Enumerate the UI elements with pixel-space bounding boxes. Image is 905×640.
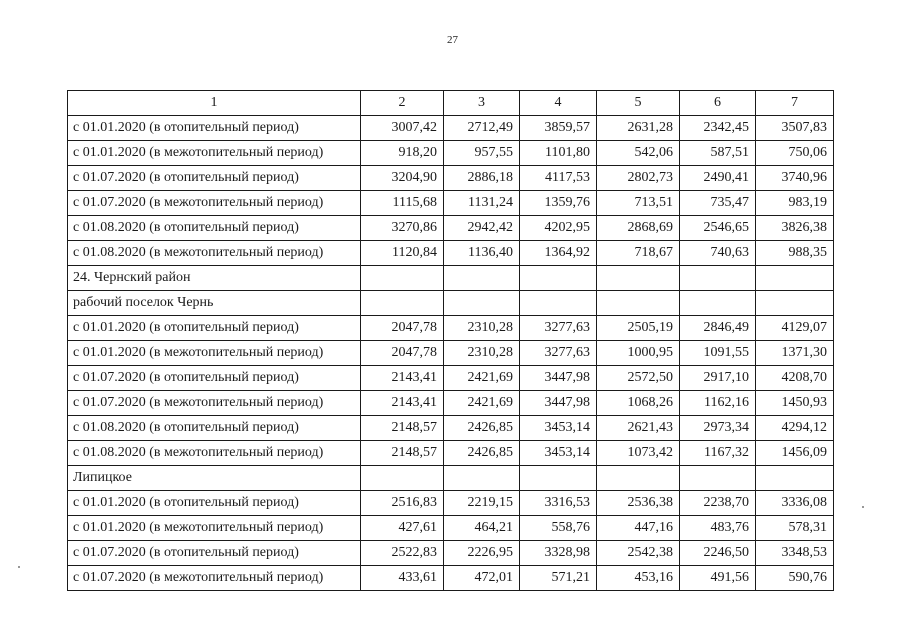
row-label: с 01.01.2020 (в отопительный период) — [68, 116, 361, 141]
value-cell: 2148,57 — [361, 416, 444, 441]
value-cell: 433,61 — [361, 566, 444, 591]
column-header: 1 — [68, 91, 361, 116]
value-cell — [756, 266, 834, 291]
value-cell: 3859,57 — [520, 116, 597, 141]
value-cell: 3740,96 — [756, 166, 834, 191]
value-cell — [597, 291, 680, 316]
value-cell: 1456,09 — [756, 441, 834, 466]
value-cell: 1000,95 — [597, 341, 680, 366]
table-row — [68, 516, 834, 541]
value-cell: 2536,38 — [597, 491, 680, 516]
value-cell: 542,06 — [597, 141, 680, 166]
column-header: 5 — [597, 91, 680, 116]
value-cell: 2426,85 — [444, 416, 520, 441]
value-cell: 2226,95 — [444, 541, 520, 566]
value-cell — [444, 466, 520, 491]
table-row — [68, 341, 834, 366]
value-cell: 464,21 — [444, 516, 520, 541]
value-cell: 2973,34 — [680, 416, 756, 441]
table-header-row — [68, 91, 834, 116]
value-cell: 453,16 — [597, 566, 680, 591]
value-cell: 2421,69 — [444, 391, 520, 416]
value-cell: 3204,90 — [361, 166, 444, 191]
column-header: 3 — [444, 91, 520, 116]
value-cell — [756, 291, 834, 316]
table-row — [68, 416, 834, 441]
value-cell: 1162,16 — [680, 391, 756, 416]
table-body — [68, 91, 834, 591]
row-label: с 01.07.2020 (в межотопительный период) — [68, 391, 361, 416]
value-cell: 3826,38 — [756, 216, 834, 241]
tariff-table — [67, 90, 834, 591]
section-label: рабочий поселок Чернь — [68, 291, 361, 316]
value-cell — [680, 291, 756, 316]
value-cell: 988,35 — [756, 241, 834, 266]
value-cell: 4117,53 — [520, 166, 597, 191]
row-label: с 01.07.2020 (в межотопительный период) — [68, 191, 361, 216]
value-cell — [444, 266, 520, 291]
value-cell: 2802,73 — [597, 166, 680, 191]
row-label: с 01.07.2020 (в отопительный период) — [68, 366, 361, 391]
value-cell: 2712,49 — [444, 116, 520, 141]
row-label: с 01.07.2020 (в отопительный период) — [68, 166, 361, 191]
value-cell: 2542,38 — [597, 541, 680, 566]
table-row — [68, 366, 834, 391]
value-cell: 3453,14 — [520, 441, 597, 466]
value-cell: 2143,41 — [361, 366, 444, 391]
column-header: 2 — [361, 91, 444, 116]
value-cell: 3507,83 — [756, 116, 834, 141]
value-cell — [444, 291, 520, 316]
value-cell: 2572,50 — [597, 366, 680, 391]
table-row — [68, 316, 834, 341]
value-cell: 1131,24 — [444, 191, 520, 216]
value-cell: 2917,10 — [680, 366, 756, 391]
row-label: с 01.08.2020 (в межотопительный период) — [68, 441, 361, 466]
value-cell: 2868,69 — [597, 216, 680, 241]
value-cell: 1068,26 — [597, 391, 680, 416]
table-row — [68, 116, 834, 141]
value-cell — [756, 466, 834, 491]
value-cell — [680, 466, 756, 491]
value-cell: 1450,93 — [756, 391, 834, 416]
row-label: с 01.07.2020 (в межотопительный период) — [68, 566, 361, 591]
value-cell: 2047,78 — [361, 316, 444, 341]
row-label: с 01.01.2020 (в межотопительный период) — [68, 341, 361, 366]
value-cell: 558,76 — [520, 516, 597, 541]
value-cell: 2631,28 — [597, 116, 680, 141]
table-row — [68, 141, 834, 166]
value-cell: 713,51 — [597, 191, 680, 216]
row-label: с 01.08.2020 (в отопительный период) — [68, 216, 361, 241]
section-label: 24. Чернский район — [68, 266, 361, 291]
value-cell: 2310,28 — [444, 341, 520, 366]
value-cell: 2342,45 — [680, 116, 756, 141]
value-cell: 3277,63 — [520, 316, 597, 341]
value-cell: 2846,49 — [680, 316, 756, 341]
value-cell: 1364,92 — [520, 241, 597, 266]
value-cell: 1371,30 — [756, 341, 834, 366]
table-row — [68, 441, 834, 466]
section-row — [68, 291, 834, 316]
value-cell: 2238,70 — [680, 491, 756, 516]
value-cell: 2047,78 — [361, 341, 444, 366]
value-cell: 2143,41 — [361, 391, 444, 416]
value-cell: 2522,83 — [361, 541, 444, 566]
value-cell: 571,21 — [520, 566, 597, 591]
value-cell: 3007,42 — [361, 116, 444, 141]
value-cell: 578,31 — [756, 516, 834, 541]
value-cell — [520, 291, 597, 316]
value-cell: 427,61 — [361, 516, 444, 541]
section-row — [68, 266, 834, 291]
table-row — [68, 166, 834, 191]
value-cell: 2505,19 — [597, 316, 680, 341]
table-row — [68, 191, 834, 216]
row-label: с 01.01.2020 (в межотопительный период) — [68, 141, 361, 166]
value-cell: 4294,12 — [756, 416, 834, 441]
value-cell: 957,55 — [444, 141, 520, 166]
value-cell: 2546,65 — [680, 216, 756, 241]
value-cell: 2490,41 — [680, 166, 756, 191]
value-cell: 2886,18 — [444, 166, 520, 191]
row-label: с 01.01.2020 (в межотопительный период) — [68, 516, 361, 541]
value-cell: 2310,28 — [444, 316, 520, 341]
value-cell: 491,56 — [680, 566, 756, 591]
value-cell: 718,67 — [597, 241, 680, 266]
page-number: 27 — [447, 34, 458, 46]
scan-speck — [862, 506, 864, 508]
row-label: с 01.01.2020 (в отопительный период) — [68, 491, 361, 516]
value-cell — [597, 466, 680, 491]
value-cell: 587,51 — [680, 141, 756, 166]
value-cell: 2516,83 — [361, 491, 444, 516]
row-label: с 01.07.2020 (в отопительный период) — [68, 541, 361, 566]
value-cell: 2219,15 — [444, 491, 520, 516]
value-cell: 2621,43 — [597, 416, 680, 441]
value-cell: 4129,07 — [756, 316, 834, 341]
value-cell — [361, 266, 444, 291]
value-cell: 472,01 — [444, 566, 520, 591]
value-cell: 1167,32 — [680, 441, 756, 466]
value-cell: 590,76 — [756, 566, 834, 591]
value-cell: 1120,84 — [361, 241, 444, 266]
value-cell: 1136,40 — [444, 241, 520, 266]
value-cell: 3277,63 — [520, 341, 597, 366]
value-cell: 735,47 — [680, 191, 756, 216]
value-cell — [597, 266, 680, 291]
section-label: Липицкое — [68, 466, 361, 491]
value-cell — [520, 266, 597, 291]
value-cell: 4202,95 — [520, 216, 597, 241]
value-cell: 750,06 — [756, 141, 834, 166]
value-cell: 1091,55 — [680, 341, 756, 366]
value-cell: 3316,53 — [520, 491, 597, 516]
value-cell: 1115,68 — [361, 191, 444, 216]
value-cell: 2421,69 — [444, 366, 520, 391]
scan-speck — [18, 566, 20, 568]
table-row — [68, 491, 834, 516]
value-cell: 1101,80 — [520, 141, 597, 166]
value-cell — [520, 466, 597, 491]
value-cell — [361, 466, 444, 491]
value-cell: 3447,98 — [520, 391, 597, 416]
table-row — [68, 541, 834, 566]
column-header: 4 — [520, 91, 597, 116]
value-cell: 2426,85 — [444, 441, 520, 466]
value-cell: 918,20 — [361, 141, 444, 166]
row-label: с 01.08.2020 (в межотопительный период) — [68, 241, 361, 266]
value-cell: 483,76 — [680, 516, 756, 541]
section-row — [68, 466, 834, 491]
value-cell: 4208,70 — [756, 366, 834, 391]
value-cell — [680, 266, 756, 291]
value-cell: 2246,50 — [680, 541, 756, 566]
value-cell: 3447,98 — [520, 366, 597, 391]
value-cell: 983,19 — [756, 191, 834, 216]
value-cell: 3348,53 — [756, 541, 834, 566]
column-header: 6 — [680, 91, 756, 116]
value-cell — [361, 291, 444, 316]
table-row — [68, 566, 834, 591]
column-header: 7 — [756, 91, 834, 116]
value-cell: 1073,42 — [597, 441, 680, 466]
table-row — [68, 216, 834, 241]
value-cell: 2148,57 — [361, 441, 444, 466]
value-cell: 3328,98 — [520, 541, 597, 566]
value-cell: 740,63 — [680, 241, 756, 266]
value-cell: 2942,42 — [444, 216, 520, 241]
value-cell: 3270,86 — [361, 216, 444, 241]
table-row — [68, 241, 834, 266]
value-cell: 447,16 — [597, 516, 680, 541]
value-cell: 3453,14 — [520, 416, 597, 441]
table-row — [68, 391, 834, 416]
row-label: с 01.08.2020 (в отопительный период) — [68, 416, 361, 441]
value-cell: 3336,08 — [756, 491, 834, 516]
row-label: с 01.01.2020 (в отопительный период) — [68, 316, 361, 341]
value-cell: 1359,76 — [520, 191, 597, 216]
